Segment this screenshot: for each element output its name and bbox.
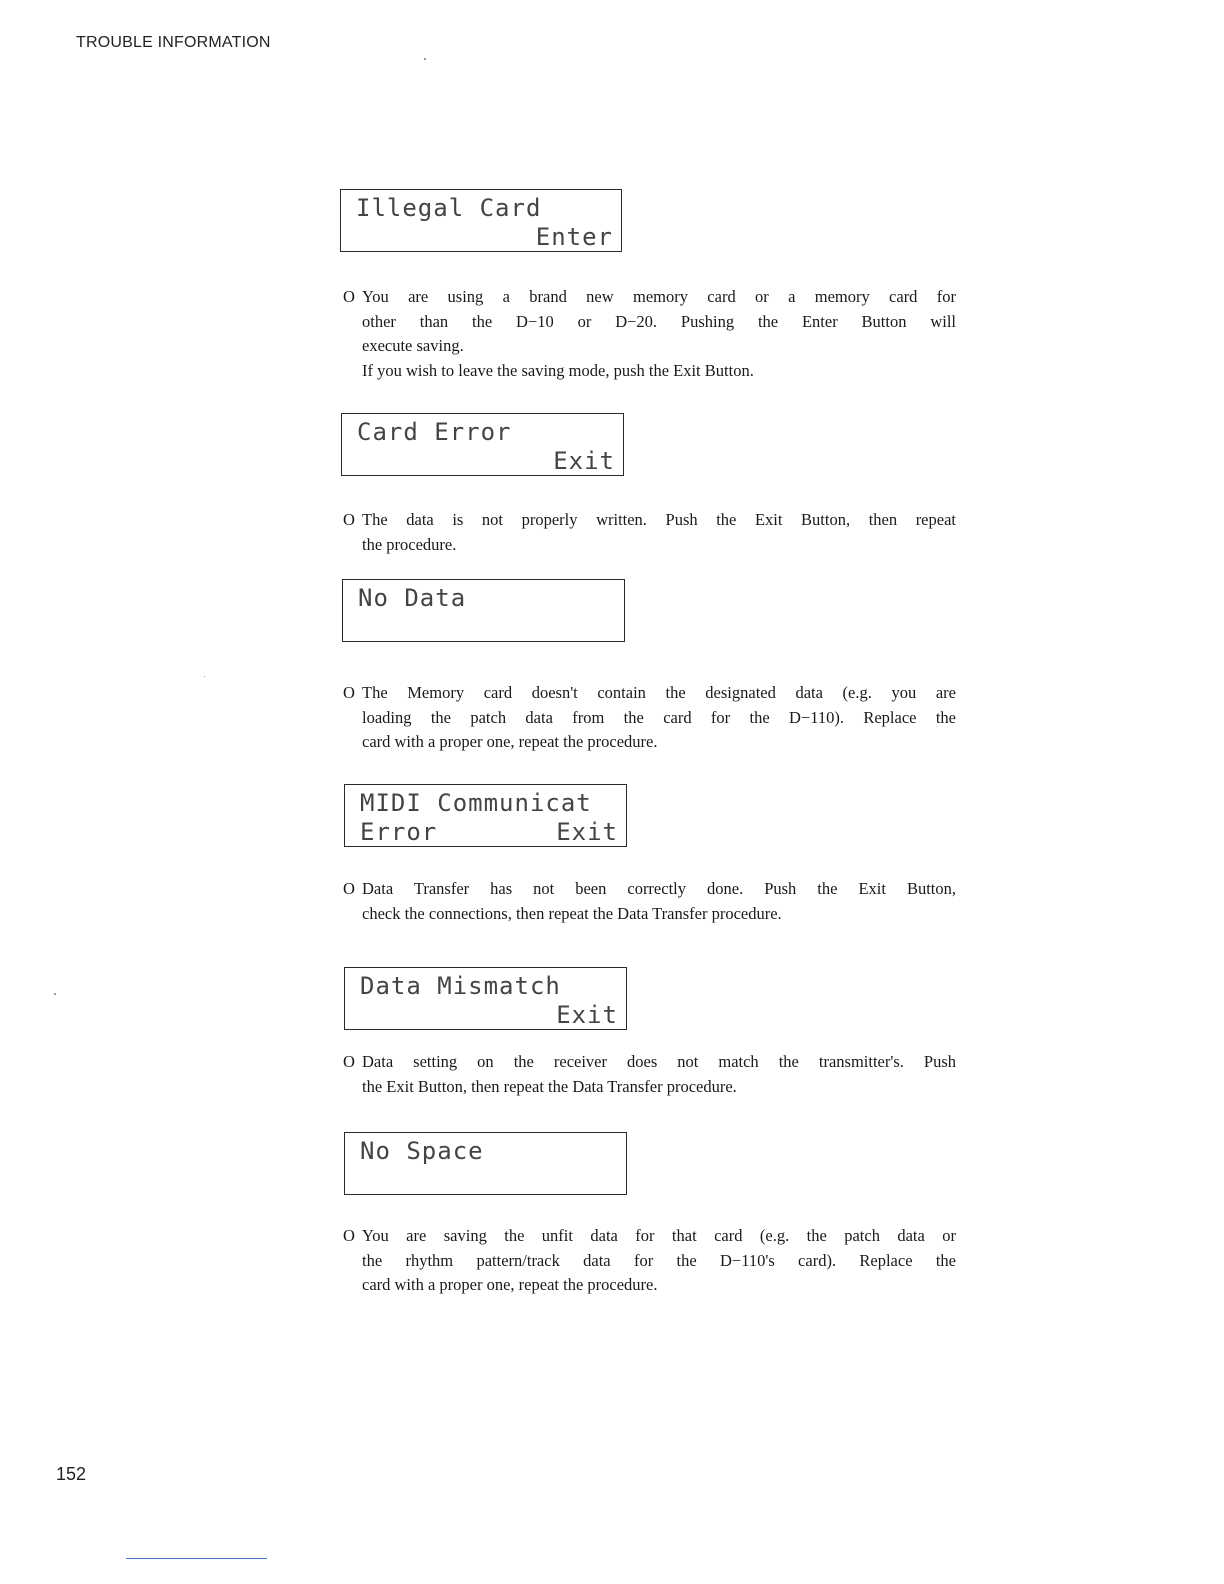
description-no-space [343,1224,956,1298]
text-line: You are using a brand new memory card or a memory card for [362,287,956,306]
lcd-display-illegal-card [340,189,622,252]
text-line: card with a proper one, repeat the procedure. [362,1275,658,1294]
text-line: other than the D−10 or D−20. Pushing the Enter Button will [362,311,956,331]
description-card-error [343,508,956,557]
bullet-mark: O [343,879,355,898]
scan-speck [204,676,205,677]
bullet-mark: O [343,1052,355,1071]
bullet-mark: O [343,510,355,529]
lcd-line-2-right: Exit [556,818,618,846]
lcd-line-1: No Space [360,1137,484,1165]
lcd-line-2-right: Exit [556,1001,618,1029]
text-line: loading the patch data from the card for the D−110). Replace the [362,707,956,727]
text-line: You are saving the unfit data for that card (e.g. the patch data or [362,1226,956,1245]
description-midi-communicat [343,877,956,926]
bullet-mark: O [343,683,355,702]
text-line: check the connections, then repeat the Data Transfer procedure. [362,903,782,923]
text-line: card with a proper one, repeat the procedure. [362,732,658,751]
bottom-rule [126,1558,267,1559]
lcd-line-1: Illegal Card [356,194,542,222]
text-line: Data setting on the receiver does not match the transmitter's. Push [362,1052,956,1071]
description-illegal-card [343,285,956,383]
scan-speck [54,993,56,995]
lcd-line-2-right: Exit [553,447,615,475]
description-data-mismatch [343,1050,956,1099]
description-no-data [343,681,956,755]
page-header: TROUBLE INFORMATION [76,34,271,51]
text-line: the procedure. [362,534,457,554]
text-line: If you wish to leave the saving mode, push the Exit Button. [362,360,754,380]
lcd-display-no-space [344,1132,627,1195]
bullet-mark: O [343,1226,355,1245]
lcd-line-1: Card Error [357,418,512,446]
lcd-line-2-left: Error [360,818,438,846]
lcd-display-card-error [341,413,624,476]
lcd-display-data-mismatch [344,967,627,1030]
lcd-line-1: No Data [358,584,467,612]
lcd-line-1: Data Mismatch [360,972,561,1000]
lcd-line-1: MIDI Communicat [360,789,592,817]
text-line: the rhythm pattern/track data for the D−110's card). Replace the [362,1250,956,1270]
scan-speck [424,58,426,60]
text-line: Data Transfer has not been correctly done. Push the Exit Button, [362,879,956,898]
text-line: the Exit Button, then repeat the Data Transfer procedure. [362,1076,737,1096]
lcd-display-midi-communicat [344,784,627,847]
bullet-mark: O [343,287,355,306]
text-line: execute saving. [362,336,464,355]
text-line: The data is not properly written. Push the Exit Button, then repeat [362,510,956,529]
text-line: The Memory card doesn't contain the designated data (e.g. you are [362,683,956,702]
page-number: 152 [56,1464,87,1484]
lcd-display-no-data [342,579,625,642]
lcd-line-2-right: Enter [535,223,613,251]
